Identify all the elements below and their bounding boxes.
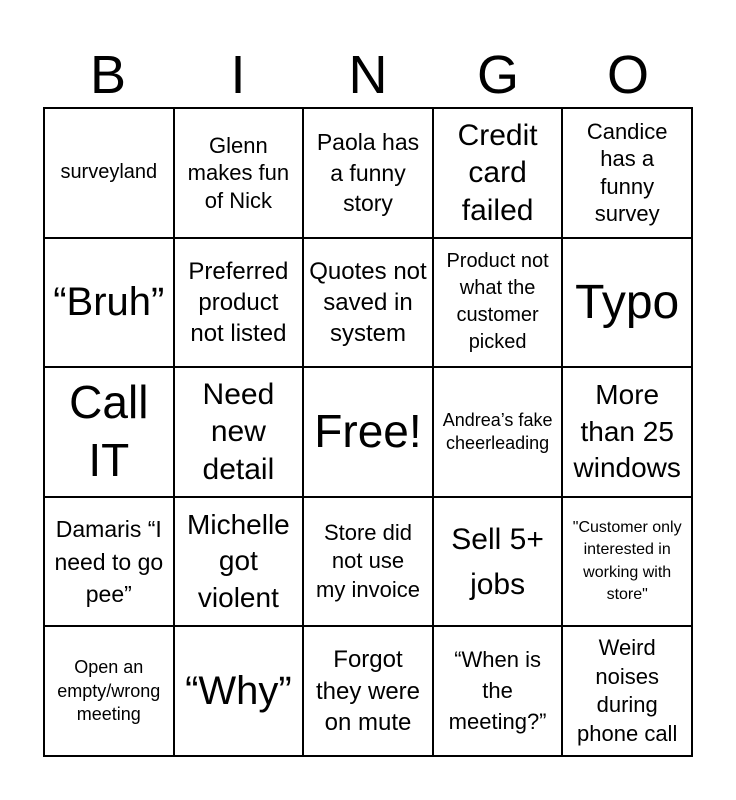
cell-text: Glenn makes fun of Nick [187, 132, 290, 213]
cell-text: Forgot they were on mute [315, 646, 421, 736]
cell-text: Candice has a funny survey [586, 118, 668, 227]
cell-text: Quotes not saved in system [309, 257, 427, 347]
bingo-cell[interactable] [44, 238, 174, 368]
bingo-cell[interactable] [44, 367, 174, 497]
bingo-cell[interactable] [433, 626, 563, 756]
bingo-cell[interactable] [562, 497, 692, 627]
header-letter-i: I [230, 45, 246, 105]
cell-text: “Why” [185, 669, 292, 714]
bingo-cell[interactable] [433, 367, 563, 497]
cell-text: “Bruh” [53, 280, 165, 325]
bingo-cell[interactable] [562, 238, 692, 368]
cell-text: Store did not use my invoice [316, 519, 420, 602]
bingo-cell[interactable] [433, 108, 563, 238]
bingo-cell[interactable] [44, 108, 174, 238]
cell-text: Weird noises during phone call [577, 635, 678, 746]
cell-text: Typo [575, 275, 680, 329]
bingo-cell[interactable] [303, 367, 433, 497]
header-letter-b: B [89, 45, 127, 105]
cell-text: Preferred product not listed [188, 257, 289, 347]
bingo-cell[interactable] [174, 367, 304, 497]
bingo-cell[interactable] [562, 367, 692, 497]
cell-text: surveyland [60, 161, 158, 184]
cell-text: Credit card failed [457, 118, 538, 227]
bingo-cell[interactable] [174, 497, 304, 627]
bingo-cell[interactable] [562, 626, 692, 756]
bingo-cell[interactable] [433, 238, 563, 368]
bingo-cell[interactable] [174, 238, 304, 368]
cell-text: Michelle got violent [187, 509, 290, 613]
header-letter-o: O [606, 45, 649, 105]
cell-text: “When is the meeting?” [448, 647, 547, 734]
bingo-cell[interactable] [303, 108, 433, 238]
bingo-cell[interactable] [433, 497, 563, 627]
bingo-cell[interactable] [562, 108, 692, 238]
cell-text: Free! [314, 405, 422, 458]
bingo-cell[interactable] [303, 626, 433, 756]
bingo-cell[interactable] [44, 626, 174, 756]
cell-text: Product not what the customer picked [446, 250, 549, 354]
cell-text: Need new detail [202, 377, 275, 486]
header-letter-n: N [348, 45, 388, 105]
header-letter-g: G [476, 45, 519, 105]
bingo-board [43, 107, 693, 757]
cell-text: Paola has a funny story [316, 128, 420, 217]
bingo-cell[interactable] [44, 497, 174, 627]
bingo-cell[interactable] [303, 497, 433, 627]
cell-text: Call IT [69, 376, 149, 486]
cell-text: "Customer only interested in working with store" [572, 518, 682, 603]
bingo-cell[interactable] [174, 108, 304, 238]
cell-text: Sell 5+ jobs [451, 522, 544, 601]
bingo-cell[interactable] [174, 626, 304, 756]
cell-text: More than 25 windows [573, 379, 681, 484]
cell-text: Damaris “I need to go pee” [54, 516, 164, 607]
bingo-header [43, 46, 693, 104]
cell-text: Open an empty/wrong meeting [57, 657, 161, 724]
bingo-cell[interactable] [303, 238, 433, 368]
cell-text: Andrea’s fake cheerleading [442, 409, 553, 453]
